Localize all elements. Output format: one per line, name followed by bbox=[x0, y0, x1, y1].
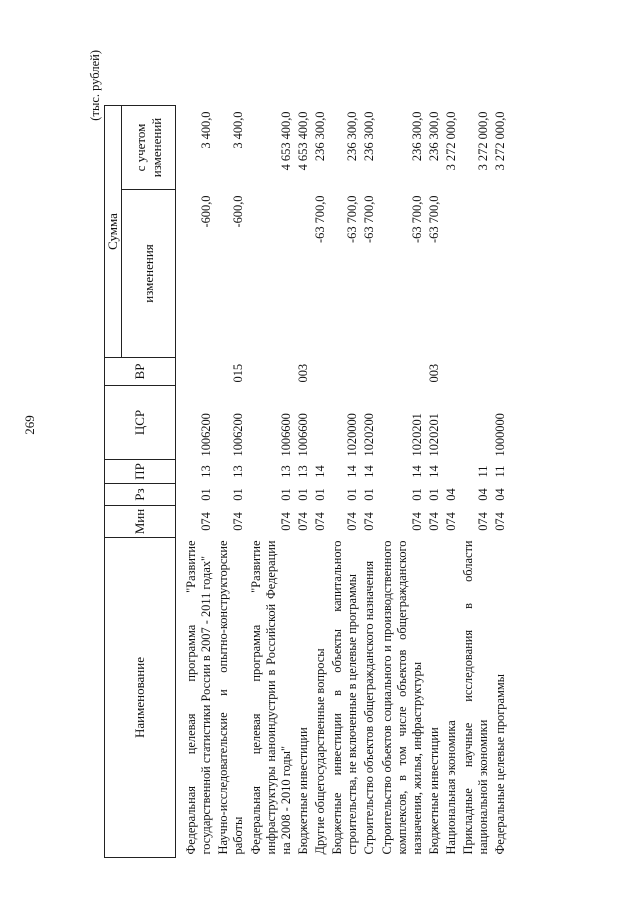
row-rz: 04 bbox=[476, 488, 491, 501]
table-row bbox=[248, 106, 295, 858]
table-row bbox=[329, 106, 361, 858]
row-csr bbox=[312, 386, 329, 460]
row-rz: 01 bbox=[278, 488, 293, 501]
row-rz: 01 bbox=[362, 488, 377, 501]
row-pr bbox=[443, 460, 460, 484]
row-name: Национальная экономика bbox=[444, 720, 458, 855]
row-change: -63 700,0 bbox=[426, 195, 441, 243]
row-with-change: 3 272 000,0 bbox=[444, 111, 458, 171]
table-row bbox=[426, 106, 443, 858]
row-change: -63 700,0 bbox=[313, 195, 327, 243]
row-with-change: 3 272 000,0 bbox=[476, 111, 491, 171]
row-csr bbox=[460, 386, 492, 460]
row-rz: 01 bbox=[313, 488, 327, 501]
row-pr: 11 bbox=[493, 465, 508, 478]
row-pr: 11 bbox=[476, 465, 491, 478]
table-row bbox=[312, 106, 329, 858]
rotated-page-content bbox=[88, 0, 640, 900]
row-rz: 01 bbox=[409, 488, 424, 501]
page-number: 269 bbox=[22, 415, 37, 435]
row-csr: 1020201 bbox=[426, 413, 441, 457]
row-with-change: 236 300,0 bbox=[409, 111, 424, 162]
row-pr: 14 bbox=[426, 465, 441, 478]
row-change bbox=[295, 190, 312, 358]
row-with-change: 4 653 400,0 bbox=[295, 111, 310, 171]
table-row bbox=[379, 106, 426, 858]
table-row bbox=[215, 106, 247, 858]
row-min: 074 bbox=[362, 512, 377, 531]
header-csr: ЦСР bbox=[105, 386, 176, 460]
row-with-change: 236 300,0 bbox=[362, 111, 377, 162]
header-pr: ПР bbox=[105, 460, 176, 484]
row-change bbox=[492, 190, 509, 358]
row-change bbox=[460, 190, 492, 358]
row-pr: 14 bbox=[313, 465, 327, 478]
row-min: 074 bbox=[313, 512, 327, 531]
row-name: Бюджетные инвестиции bbox=[295, 727, 310, 855]
row-min: 074 bbox=[199, 512, 214, 531]
row-rz: 04 bbox=[444, 488, 458, 501]
row-vr: 003 bbox=[426, 363, 441, 383]
row-name: Бюджетные инвестиции в объекты капитального строительства, не включенные в целевые программы bbox=[330, 540, 360, 855]
row-name: Бюджетные инвестиции bbox=[426, 727, 441, 855]
row-change: -63 700,0 bbox=[345, 195, 360, 243]
row-min: 074 bbox=[345, 512, 360, 531]
row-pr: 14 bbox=[345, 465, 360, 478]
row-vr bbox=[312, 358, 329, 386]
row-vr bbox=[460, 358, 492, 386]
row-min: 074 bbox=[444, 512, 458, 531]
row-min: 074 bbox=[426, 512, 441, 531]
row-vr bbox=[379, 358, 426, 386]
row-vr: 015 bbox=[231, 363, 246, 383]
row-change: -600,0 bbox=[199, 195, 214, 228]
row-csr: 1000000 bbox=[493, 413, 508, 457]
table-row bbox=[443, 106, 460, 858]
table-row bbox=[460, 106, 492, 858]
row-change: -63 700,0 bbox=[362, 195, 377, 243]
row-vr: 003 bbox=[295, 363, 310, 383]
row-min: 074 bbox=[278, 512, 293, 531]
table-row bbox=[295, 106, 312, 858]
row-rz: 04 bbox=[493, 488, 508, 501]
row-name: Прикладные научные исследования в области национальной экономики bbox=[461, 540, 491, 855]
row-name: Научно-исследовательские и опытно-конструкторские работы bbox=[216, 540, 246, 855]
row-rz: 01 bbox=[345, 488, 360, 501]
row-csr: 1006600 bbox=[278, 413, 293, 457]
header-rz: Рз bbox=[105, 484, 176, 506]
row-name: Строительство объектов социального и производственного комплексов, в том числе объектов общегражданского назначения, жилья, инфраструктуры bbox=[379, 540, 424, 855]
row-rz: 01 bbox=[295, 488, 310, 501]
table-row bbox=[361, 106, 378, 858]
row-name: Строительство объектов общегражданского назначения bbox=[362, 560, 377, 855]
row-pr: 14 bbox=[362, 465, 377, 478]
row-with-change: 3 272 000,0 bbox=[493, 111, 508, 171]
row-csr: 1020200 bbox=[362, 413, 377, 457]
header-change: изменения bbox=[122, 190, 176, 358]
row-pr: 13 bbox=[231, 465, 246, 478]
row-change: -600,0 bbox=[231, 195, 246, 228]
row-rz: 01 bbox=[199, 488, 214, 501]
row-with-change: 236 300,0 bbox=[345, 111, 360, 162]
row-min: 074 bbox=[231, 512, 246, 531]
row-pr: 13 bbox=[278, 465, 293, 478]
row-with-change: 3 400,0 bbox=[199, 111, 214, 149]
row-name: Федеральная целевая программа "Развитие инфраструктуры наноиндустрии в Российской Федерации на 2008 - 2010 годы" bbox=[248, 540, 293, 855]
row-rz: 01 bbox=[426, 488, 441, 501]
row-csr: 1006600 bbox=[295, 413, 310, 457]
row-vr bbox=[492, 358, 509, 386]
row-vr bbox=[248, 358, 295, 386]
row-change bbox=[248, 190, 295, 358]
row-pr: 13 bbox=[295, 465, 310, 478]
row-name: Федеральные целевые программы bbox=[493, 673, 508, 855]
row-pr: 14 bbox=[409, 465, 424, 478]
row-change: -63 700,0 bbox=[409, 195, 424, 243]
header-name: Наименование bbox=[105, 538, 176, 858]
row-min: 074 bbox=[476, 512, 491, 531]
header-sum-group: Сумма bbox=[105, 106, 122, 358]
row-with-change: 236 300,0 bbox=[426, 111, 441, 162]
row-name: Федеральная целевая программа "Развитие государственной статистики России в 2007 - 2011 годах" bbox=[184, 540, 214, 855]
table-row bbox=[492, 106, 509, 858]
row-vr bbox=[329, 358, 361, 386]
row-vr bbox=[361, 358, 378, 386]
table-row bbox=[176, 106, 216, 858]
row-vr bbox=[176, 358, 216, 386]
row-with-change: 3 400,0 bbox=[231, 111, 246, 149]
budget-table bbox=[104, 105, 510, 858]
row-vr bbox=[443, 358, 460, 386]
row-min: 074 bbox=[409, 512, 424, 531]
row-csr: 1020000 bbox=[345, 413, 360, 457]
row-min: 074 bbox=[493, 512, 508, 531]
row-csr bbox=[443, 386, 460, 460]
row-name: Другие общегосударственные вопросы bbox=[313, 648, 327, 855]
header-vr: ВР bbox=[105, 358, 176, 386]
row-rz: 01 bbox=[231, 488, 246, 501]
unit-label: (тыс. рублей) bbox=[88, 50, 102, 121]
row-min: 074 bbox=[295, 512, 310, 531]
row-csr: 1020201 bbox=[409, 413, 424, 457]
row-with-change: 4 653 400,0 bbox=[278, 111, 293, 171]
row-csr: 1006200 bbox=[199, 413, 214, 457]
row-pr: 13 bbox=[199, 465, 214, 478]
header-min: Мин bbox=[105, 506, 176, 538]
header-with-change: с учетом изменений bbox=[122, 106, 176, 190]
row-with-change: 236 300,0 bbox=[313, 111, 327, 162]
row-csr: 1006200 bbox=[231, 413, 246, 457]
row-change bbox=[443, 190, 460, 358]
